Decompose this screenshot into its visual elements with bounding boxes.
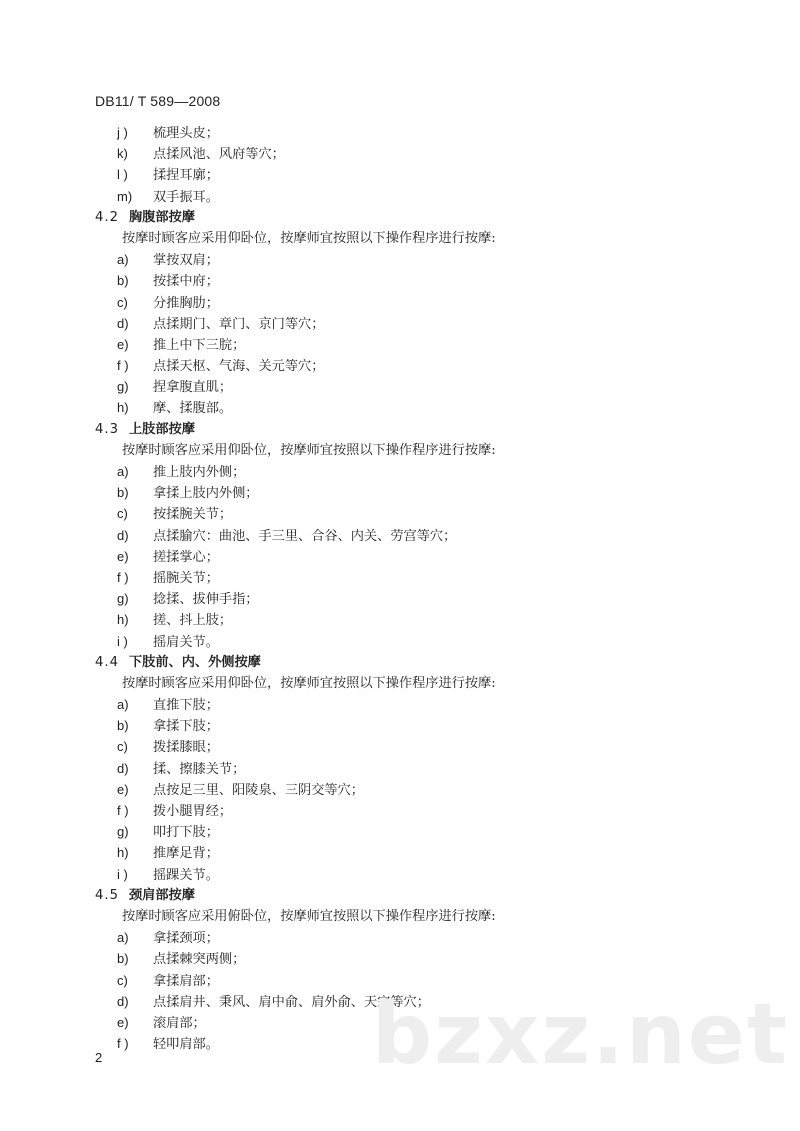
list-item-marker: k) xyxy=(117,146,128,162)
list-item-text: 揉捏耳廓； xyxy=(153,168,219,184)
list-item xyxy=(95,927,715,948)
list-item-text: 摇腕关节； xyxy=(153,570,219,586)
list-item xyxy=(95,355,715,376)
page-number: 2 xyxy=(95,1050,103,1065)
list-item-marker: h) xyxy=(117,845,129,861)
section-title: 颈肩部按摩 xyxy=(129,887,195,903)
list-item xyxy=(95,482,715,503)
section-number: 4.2 xyxy=(95,209,119,225)
list-item xyxy=(95,164,715,185)
list-item-text: 梳理头皮； xyxy=(153,126,219,141)
list-item xyxy=(95,249,715,270)
list-item xyxy=(95,864,715,885)
list-item xyxy=(95,376,715,397)
list-item xyxy=(95,525,715,546)
list-item-text: 揉、擦膝关节； xyxy=(153,761,246,777)
list-item xyxy=(95,334,715,355)
list-item-text: 按揉中府； xyxy=(153,274,219,290)
list-item xyxy=(95,779,715,800)
list-item xyxy=(95,461,715,482)
watermark: bzxz.net xyxy=(372,985,789,1083)
list-item-text: 推摩足背； xyxy=(153,846,219,862)
list-item-marker: d) xyxy=(117,760,129,776)
list-item-marker: f ) xyxy=(117,1036,129,1052)
section-intro: 按摩时顾客应采用仰卧位，按摩师宜按照以下操作程序进行按摩: xyxy=(122,442,496,458)
list-item-marker: a) xyxy=(117,697,129,713)
list-item-text: 按揉腕关节； xyxy=(153,507,233,523)
list-item xyxy=(95,397,715,418)
list-item-text: 推上中下三脘； xyxy=(153,337,246,353)
list-item-marker: g) xyxy=(117,824,129,840)
section-heading xyxy=(95,885,715,906)
list-item xyxy=(95,186,715,207)
document-body xyxy=(95,122,715,1054)
section-intro: 按摩时顾客应采用俯卧位，按摩师宜按照以下操作程序进行按摩: xyxy=(122,908,496,924)
list-item-text: 摇肩关节。 xyxy=(153,634,219,650)
list-item xyxy=(95,503,715,524)
list-item-marker: m) xyxy=(117,188,133,204)
list-item-text: 点揉风池、风府等穴； xyxy=(153,147,285,163)
list-item-text: 点揉期门、章门、京门等穴； xyxy=(153,316,325,332)
list-item-marker: a) xyxy=(117,464,129,479)
list-item-text: 拿揉肩部； xyxy=(153,973,219,989)
list-item-marker: f ) xyxy=(117,803,129,818)
list-item-text: 推上肢内外侧； xyxy=(153,465,246,480)
list-item-marker: c) xyxy=(117,506,128,522)
list-item-text: 拨揉膝眼； xyxy=(153,740,219,756)
list-item-text: 直推下肢； xyxy=(153,698,219,714)
section-title: 下肢前、内、外侧按摩 xyxy=(129,654,261,670)
list-item-text: 摩、揉腹部。 xyxy=(153,401,233,417)
list-item-text: 点揉腧穴：曲池、手三里、合谷、内关、劳宫等穴； xyxy=(153,528,457,544)
list-item-text: 叩打下肢； xyxy=(153,825,219,841)
document-code: DB11/ T 589—2008 xyxy=(95,93,221,109)
list-item xyxy=(95,821,715,842)
list-item xyxy=(95,143,715,164)
list-item-marker: a) xyxy=(117,930,129,946)
list-item-marker: d) xyxy=(117,315,129,331)
list-item-marker: i ) xyxy=(117,866,128,882)
list-item-text: 点按足三里、阳陵泉、三阴交等穴； xyxy=(153,782,364,798)
list-item-text: 拿揉上肢内外侧； xyxy=(153,486,259,502)
list-item-marker: b) xyxy=(117,718,129,734)
list-item xyxy=(95,567,715,588)
list-item-marker: e) xyxy=(117,1014,129,1030)
list-item xyxy=(95,694,715,715)
list-item-text: 轻叩肩部。 xyxy=(153,1037,219,1053)
list-item xyxy=(95,842,715,863)
list-item xyxy=(95,715,715,736)
list-item-marker: d) xyxy=(117,993,129,1009)
list-item xyxy=(95,609,715,630)
list-item-text: 掌按双肩； xyxy=(153,253,219,269)
list-item-marker: e) xyxy=(117,336,129,352)
list-item-marker: g) xyxy=(117,591,129,607)
section-intro: 按摩时顾客应采用仰卧位，按摩师宜按照以下操作程序进行按摩: xyxy=(122,675,496,691)
list-item-text: 滚肩部； xyxy=(153,1015,206,1031)
list-item-marker: a) xyxy=(117,252,129,268)
list-item-marker: f ) xyxy=(117,358,129,374)
list-item xyxy=(95,736,715,757)
list-item-text: 点揉棘突两侧； xyxy=(153,952,246,968)
list-item xyxy=(95,122,715,143)
list-item-marker: e) xyxy=(117,548,129,564)
list-item-text: 摇踝关节。 xyxy=(153,867,219,883)
list-item-marker: b) xyxy=(117,485,129,501)
list-item-marker: c) xyxy=(117,739,128,755)
list-item-marker: i ) xyxy=(117,633,128,649)
list-item-marker: g) xyxy=(117,379,129,395)
list-item xyxy=(95,292,715,313)
list-item xyxy=(95,270,715,291)
section-heading xyxy=(95,652,715,673)
list-item-marker: e) xyxy=(117,781,129,797)
list-item-text: 搓、抖上肢； xyxy=(153,613,233,629)
list-item xyxy=(95,800,715,821)
section-number: 4.4 xyxy=(95,654,119,670)
section-title: 胸腹部按摩 xyxy=(129,209,195,225)
list-item-marker: l ) xyxy=(117,167,128,183)
section-number: 4.5 xyxy=(95,887,119,903)
list-item-text: 拿揉下肢； xyxy=(153,719,219,735)
list-item-text: 拨小腿胃经； xyxy=(153,804,233,819)
section-heading xyxy=(95,419,715,440)
section-number: 4.3 xyxy=(95,421,119,437)
list-item xyxy=(95,588,715,609)
list-item-marker: f ) xyxy=(117,569,129,585)
list-item xyxy=(95,313,715,334)
list-item-marker: b) xyxy=(117,951,129,967)
list-item-marker: h) xyxy=(117,400,129,416)
list-item xyxy=(95,948,715,969)
list-item-text: 双手振耳。 xyxy=(153,189,219,205)
list-item-text: 捻揉、拔伸手指； xyxy=(153,592,259,608)
list-item-text: 拿揉颈项； xyxy=(153,931,219,947)
list-item-text: 点揉天枢、气海、关元等穴； xyxy=(153,359,325,375)
list-item-marker: h) xyxy=(117,612,129,628)
section-title: 上肢部按摩 xyxy=(129,421,195,437)
list-item-marker: j ) xyxy=(117,125,128,140)
section-heading xyxy=(95,207,715,228)
list-item xyxy=(95,631,715,652)
section-intro: 按摩时顾客应采用仰卧位，按摩师宜按照以下操作程序进行按摩: xyxy=(122,230,496,246)
list-item-text: 分推胸肋； xyxy=(153,295,219,311)
list-item-marker: c) xyxy=(117,972,128,988)
list-item-text: 捏拿腹直肌； xyxy=(153,380,233,396)
list-item-text: 搓揉掌心； xyxy=(153,549,219,565)
list-item-marker: d) xyxy=(117,527,129,543)
list-item-text: 点揉肩井、秉风、肩中俞、肩外俞、天宗等穴； xyxy=(153,994,430,1010)
list-item-marker: c) xyxy=(117,294,128,310)
list-item xyxy=(95,546,715,567)
list-item xyxy=(95,758,715,779)
list-item-marker: b) xyxy=(117,273,129,289)
